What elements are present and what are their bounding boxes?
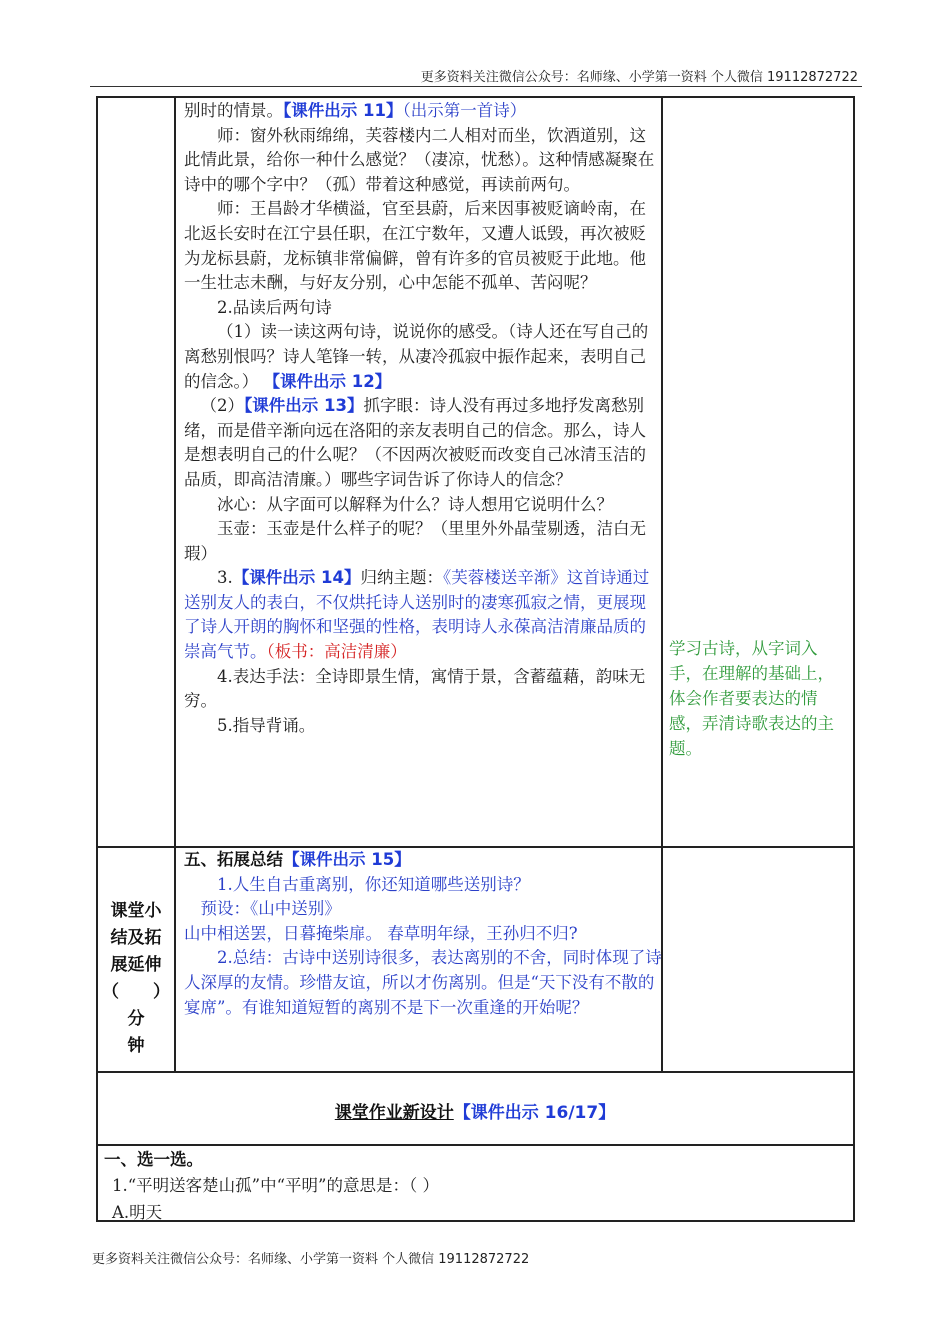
homework-option-a: A.明天 <box>112 1203 163 1222</box>
homework-question-1: 1.“平明送客楚山孤”中“平明”的意思是：（ ） <box>112 1176 439 1195</box>
homework-title: 课堂作业新设计【课件出示 16/17】 <box>334 1103 616 1123</box>
paragraph-teacher-1: 师：窗外秋雨绵绵，芙蓉楼内二人相对而坐，饮酒道别，这此情此景，给你一种什么感觉？（凄凉，忧愁）。这种情感凝聚在诗中的哪个字中？（孤）带着这种感觉，再读前两句。 <box>184 125 655 194</box>
summary-preset: 预设：《山中送别》 <box>200 899 341 919</box>
board-note: （板书：高洁清廉） <box>266 642 407 662</box>
courseware-note: （出示第一首诗） <box>402 101 527 120</box>
col-divider-left <box>174 96 176 1072</box>
summary-cell <box>184 848 662 1020</box>
paragraph-step-2-2: （2）【课件出示 13】抓字眼：诗人没有再过多地抒发离愁别绪，而是借辛渐向远在洛阳的亲友表明自己的信念。那么，诗人是想表明自己的什么呢？（不因两次被贬而改变自己冰清玉洁的品质，即高洁清廉。）哪些字词告诉了你诗人的信念？ <box>184 396 646 489</box>
courseware-tag-16-17: 【课件出示 16/17】 <box>453 1103 616 1123</box>
courseware-tag-14: 【课件出示 14】 <box>232 568 361 588</box>
paragraph-technique: 4.表达手法：全诗即景生情，寓情于景，含蓄蕴藉，韵味无穷。 <box>184 666 646 711</box>
paragraph-recite: 5.指导背诵。 <box>217 715 316 735</box>
summary-heading: 五、拓展总结【课件出示 15】 <box>184 850 411 869</box>
summary-question-1: 1.人生自古重离别，你还知道哪些送别诗？ <box>217 874 530 894</box>
header-note: 更多资料关注微信公众号：名师缘、小学第一资料 个人微信 19112872722 <box>420 70 858 85</box>
paragraph-theme: 3.【课件出示 14】归纳主题：《芙蓉楼送辛渐》这首诗通过送别友人的表白，不仅烘托诗人送别时的凄寒孤寂之情，更展现了诗人开朗的胸怀和坚强的性格，表明诗人永葆高洁清廉品质的崇高气节。（板书：高洁清廉） <box>184 568 650 662</box>
row-divider-3 <box>96 1144 855 1146</box>
homework-body <box>104 1148 439 1226</box>
design-intent-note: 学习古诗，从字词入手，在理解的基础上，体会作者要表达的情感，弄清诗歌表达的主题。 <box>669 639 834 758</box>
paragraph-intro: 别时的情景。【课件出示 11】（出示第一首诗） <box>184 101 527 120</box>
courseware-tag-12: 【课件出示 12】 <box>263 371 392 391</box>
paragraph-step-2-1: （1）读一读这两句诗，说说你的感受。（诗人还在写自己的离愁别恨吗？诗人笔锋一转，从凄冷孤寂中振作起来，表明自己的信念。） 【课件出示 12】 <box>184 322 649 391</box>
footer-note: 更多资料关注微信公众号：名师缘、小学第一资料 个人微信 19112872722 <box>92 1252 530 1267</box>
summary-conclusion: 2.总结：古诗中送别诗很多，表达离别的不舍，同时体现了诗人深厚的友情。珍惜友谊，所以才伤离别。但是“天下没有不散的宴席”。有谁知道短暂的离别不是下一次重逢的开始呢？ <box>184 948 662 1017</box>
teaching-process-cell <box>184 99 662 738</box>
summary-poem: 山中相送罢，日暮掩柴扉。 春草明年绿，王孙归不归? <box>184 923 578 943</box>
header-divider <box>90 86 862 87</box>
courseware-tag-13: 【课件出示 13】 <box>244 396 364 416</box>
row-divider-2 <box>96 1071 855 1073</box>
paragraph-teacher-2: 师：王昌龄才华横溢，官至县蔚，后来因事被贬谪岭南，在北返长安时在江宁县任职，在江宁数年，又遭人诋毁，再次被贬为龙标县蔚，龙标镇非常偏僻，曾有许多的官员被贬于此地。他一生壮志未酬，与好友分别，心中怎能不孤单、苦闷呢？ <box>184 199 646 293</box>
theme-summary: 《芙蓉楼送辛渐》这首诗通过送别友人的表白，不仅烘托诗人送别时的凄寒孤寂之情，更展现了诗人开朗的胸怀和坚强的性格，表明诗人永葆高洁清廉品质的崇高气节。 <box>184 568 650 662</box>
homework-section-heading: 一、选一选。 <box>104 1150 203 1169</box>
step-heading-2: 2.品读后两句诗 <box>217 297 332 317</box>
courseware-tag-11: 【课件出示 11】 <box>283 101 403 120</box>
paragraph-bingxin: 冰心：从字面可以解释为什么？诗人想用它说明什么？ <box>217 494 613 514</box>
paragraph-yuhu: 玉壶：玉壶是什么样子的呢？（里里外外晶莹剔透，洁白无瑕） <box>184 519 646 563</box>
courseware-tag-15: 【课件出示 15】 <box>283 850 411 869</box>
summary-row-label: 课堂小 结及拓 展延伸 （ ）分 钟 <box>102 901 170 1056</box>
